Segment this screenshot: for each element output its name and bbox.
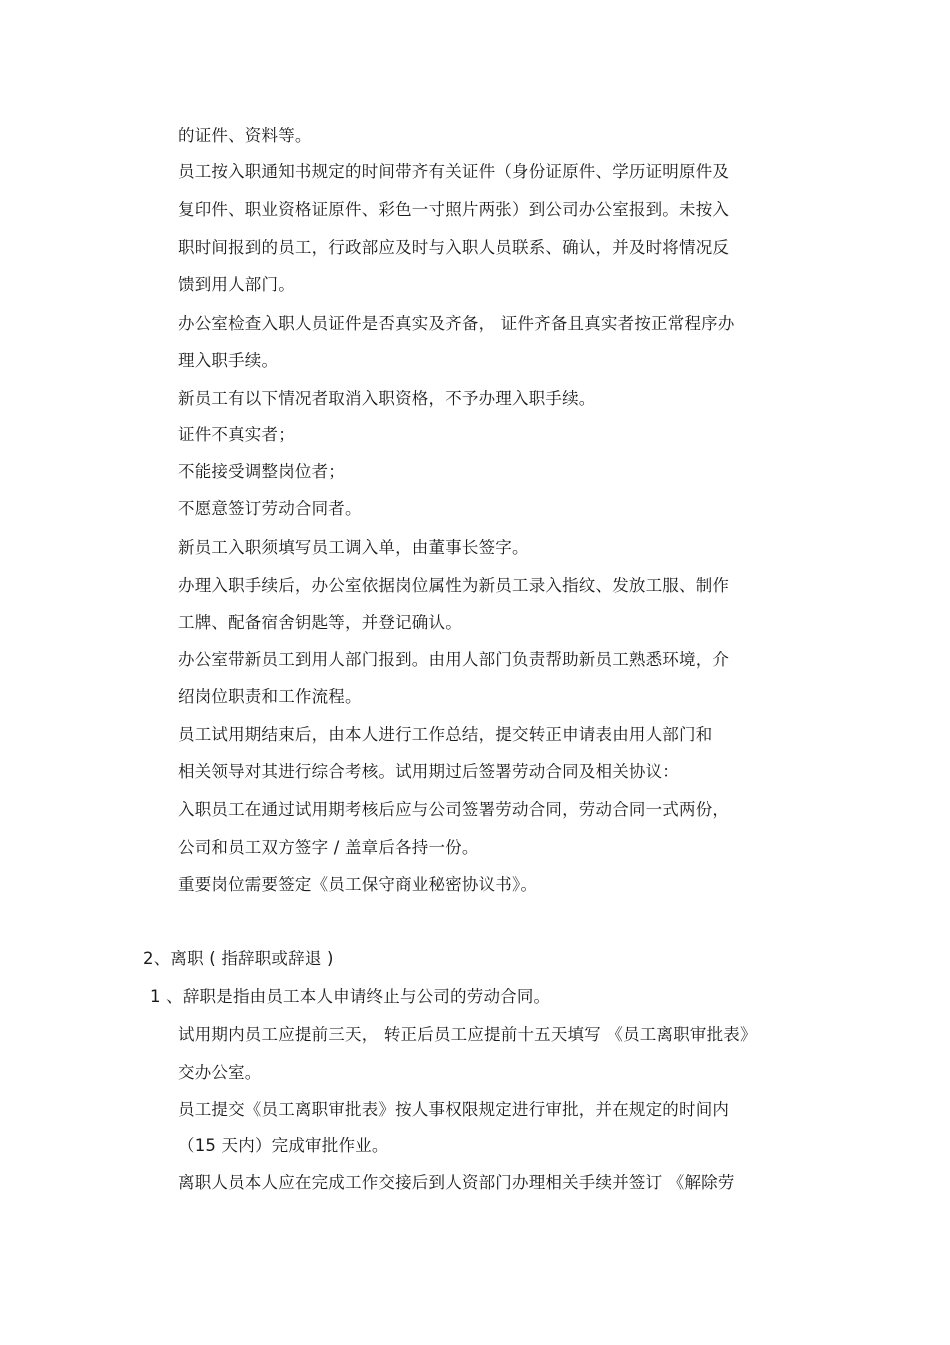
text-line-26: 员工提交《员工离职审批表》按人事权限规定进行审批，并在规定的时间内 — [178, 1100, 730, 1119]
text-line-25: 交办公室。 — [178, 1063, 262, 1082]
text-line-18: 相关领导对其进行综合考核。试用期过后签署劳动合同及相关协议： — [178, 762, 679, 781]
text-line-16: 绍岗位职责和工作流程。 — [178, 687, 362, 706]
text-line-13: 办理入职手续后，办公室依据岗位属性为新员工录入指纹、发放工服、制作 — [178, 576, 730, 595]
text-line-10: 不能接受调整岗位者； — [178, 462, 345, 481]
text-line-11: 不愿意签订劳动合同者。 — [178, 499, 362, 518]
text-line-7: 理入职手续。 — [178, 351, 279, 370]
text-line-19: 入职员工在通过试用期考核后应与公司签署劳动合同，劳动合同一式两份， — [178, 800, 730, 819]
text-line-2: 员工按入职通知书规定的时间带齐有关证件（身份证原件、学历证明原件及 — [178, 162, 730, 181]
subsection-heading-resignation: 1 、辞职是指由员工本人申请终止与公司的劳动合同。 — [150, 987, 551, 1006]
text-line-28: 离职人员本人应在完成工作交接后到人资部门办理相关手续并签订 《解除劳 — [178, 1173, 735, 1192]
text-line-17: 员工试用期结束后，由本人进行工作总结，提交转正申请表由用人部门和 — [178, 725, 713, 744]
text-line-3: 复印件、职业资格证原件、彩色一寸照片两张）到公司办公室报到。未按入 — [178, 200, 730, 219]
text-line-5: 馈到用人部门。 — [178, 275, 295, 294]
text-line-9: 证件不真实者； — [178, 425, 295, 444]
section-heading-resignation: 2、离职 ( 指辞职或辞退 ) — [143, 949, 334, 968]
text-line-14: 工牌、配备宿舍钥匙等，并登记确认。 — [178, 613, 462, 632]
text-line-20: 公司和员工双方签字 / 盖章后各持一份。 — [178, 838, 479, 857]
text-line-15: 办公室带新员工到用人部门报到。由用人部门负责帮助新员工熟悉环境，介 — [178, 650, 730, 669]
text-line-24: 试用期内员工应提前三天， 转正后员工应提前十五天填写 《员工离职审批表》 — [178, 1025, 757, 1044]
text-line-1: 的证件、资料等。 — [178, 126, 312, 145]
text-line-27: （15 天内）完成审批作业。 — [178, 1136, 389, 1155]
text-line-21: 重要岗位需要签定《员工保守商业秘密协议书》。 — [178, 875, 538, 894]
text-line-6: 办公室检查入职人员证件是否真实及齐备， 证件齐备且真实者按正常程序办 — [178, 314, 735, 333]
text-line-12: 新员工入职须填写员工调入单，由董事长签字。 — [178, 538, 529, 557]
text-line-4: 职时间报到的员工，行政部应及时与入职人员联系、确认，并及时将情况反 — [178, 238, 730, 257]
text-line-8: 新员工有以下情况者取消入职资格，不予办理入职手续。 — [178, 389, 596, 408]
